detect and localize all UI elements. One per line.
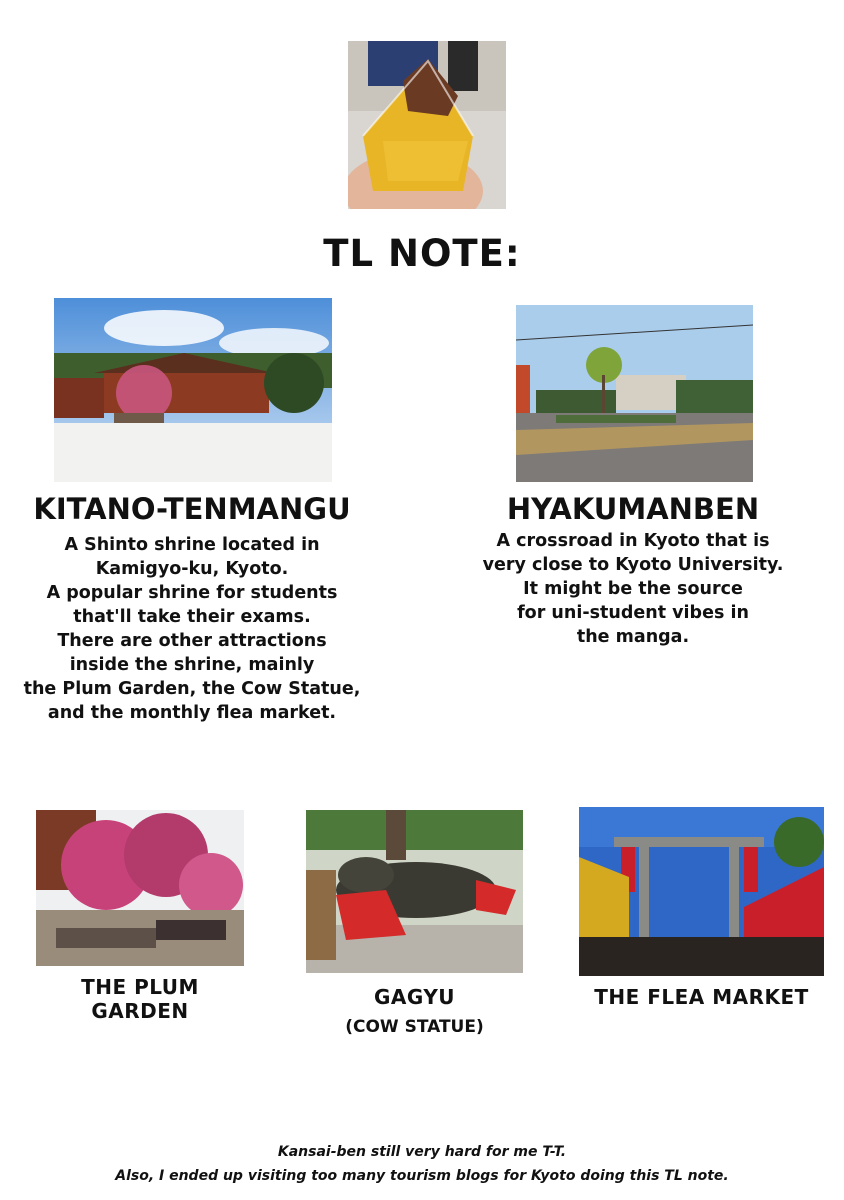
description-line: A Shinto shrine located in [64, 535, 320, 555]
gagyu-photo [306, 810, 523, 973]
description-line: very close to Kyoto University. [482, 555, 784, 575]
description-line: that'll take their exams. [73, 607, 311, 627]
description-line: the Plum Garden, the Cow Statue, [23, 679, 361, 699]
hyakumanben-photo [516, 305, 753, 482]
tl-note-title: TL NOTE: [323, 232, 521, 275]
description-line: It might be the source [523, 579, 743, 599]
footer-note [0, 1140, 844, 1188]
hyakumanben-title: HYAKUMANBEN [506, 492, 760, 526]
description-line: Kamigyo-ku, Kyoto. [95, 559, 289, 579]
kitano-tenmangu-title: KITANO-TENMANGU [33, 492, 351, 526]
hyakumanben-description [460, 529, 806, 649]
gagyu-subcaption: (COW STATUE) [345, 1017, 484, 1037]
description-line: the manga. [576, 627, 690, 647]
kitano-tenmangu-description [0, 533, 384, 725]
kitano-tenmangu-photo [54, 298, 332, 482]
plum-garden-caption: THE PLUM GARDEN [81, 975, 199, 1023]
plum-garden-photo [36, 810, 244, 966]
description-line: inside the shrine, mainly [69, 655, 315, 675]
description-line: and the monthly flea market. [47, 703, 337, 723]
gagyu-caption: GAGYU [373, 985, 456, 1009]
onigiri-photo [348, 41, 506, 209]
description-line: There are other attractions [57, 631, 327, 651]
flea-market-caption: THE FLEA MARKET [594, 985, 809, 1009]
description-line: A popular shrine for students [46, 583, 338, 603]
description-line: A crossroad in Kyoto that is [496, 531, 770, 551]
footer-line-1: Kansai-ben still very hard for me T-T. [277, 1144, 567, 1160]
footer-line-2: Also, I ended up visiting too many tourism blogs for Kyoto doing this TL note. [115, 1168, 729, 1184]
flea-market-photo [579, 807, 824, 976]
description-line: for uni-student vibes in [517, 603, 749, 623]
